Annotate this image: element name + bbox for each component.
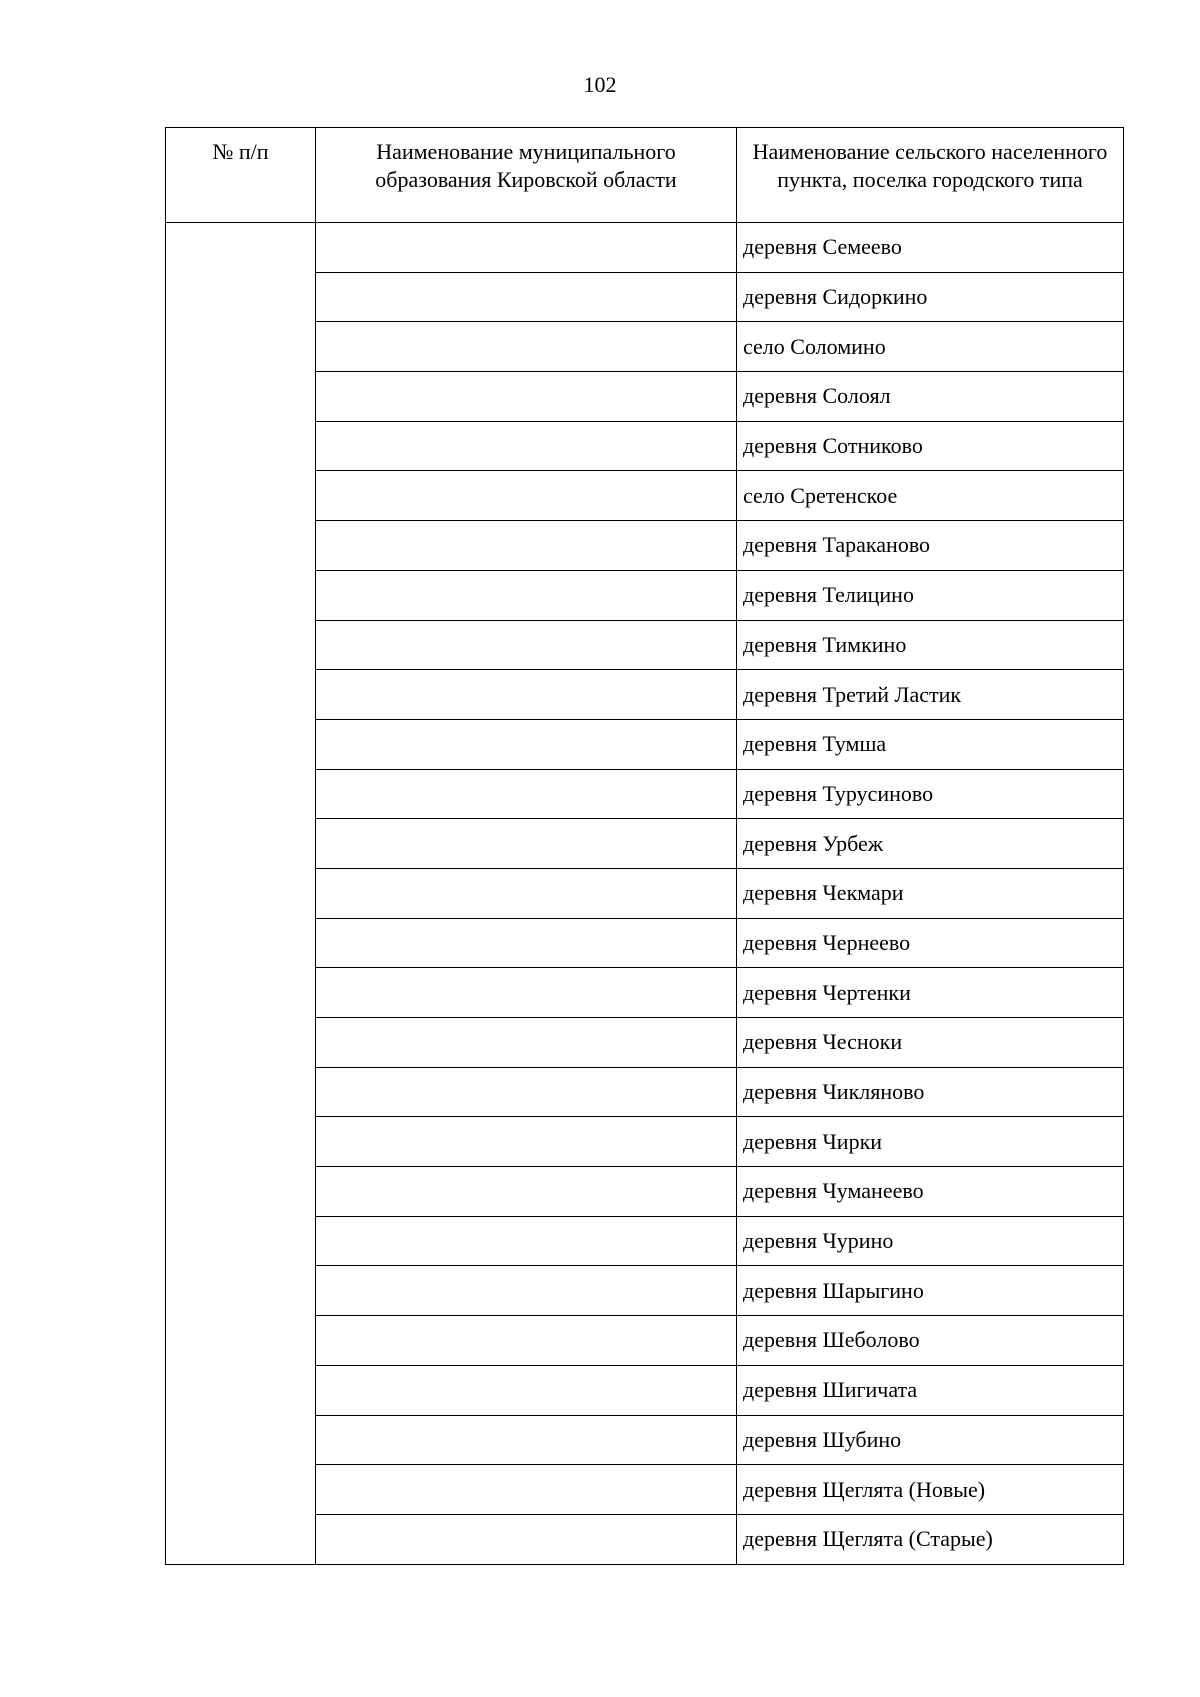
- settlement-cell: деревня Шигичата: [737, 1365, 1124, 1415]
- settlement-cell: село Соломино: [737, 322, 1124, 372]
- municipality-cell: [316, 421, 737, 471]
- settlement-cell: деревня Чесноки: [737, 1018, 1124, 1068]
- settlement-cell: деревня Щеглята (Новые): [737, 1465, 1124, 1515]
- municipality-cell: [316, 570, 737, 620]
- page-number: 102: [583, 72, 617, 97]
- settlement-cell: деревня Тимкино: [737, 620, 1124, 670]
- settlement-cell: село Сретенское: [737, 471, 1124, 521]
- municipality-cell: [316, 918, 737, 968]
- municipality-cell: [316, 372, 737, 422]
- municipality-cell: [316, 769, 737, 819]
- municipality-cell: [316, 1415, 737, 1465]
- municipality-cell: [316, 719, 737, 769]
- settlement-cell: деревня Солоял: [737, 372, 1124, 422]
- table-row: [166, 223, 1124, 273]
- settlements-table: [165, 127, 1124, 1565]
- settlement-cell: деревня Чернеево: [737, 918, 1124, 968]
- municipality-cell: [316, 968, 737, 1018]
- header-number: № п/п: [166, 128, 316, 223]
- settlement-cell: деревня Чертенки: [737, 968, 1124, 1018]
- settlement-cell: деревня Щеглята (Старые): [737, 1514, 1124, 1564]
- municipality-cell: [316, 1266, 737, 1316]
- municipality-cell: [316, 620, 737, 670]
- settlement-cell: деревня Чурино: [737, 1216, 1124, 1266]
- municipality-cell: [316, 819, 737, 869]
- municipality-cell: [316, 1465, 737, 1515]
- municipality-cell: [316, 670, 737, 720]
- municipality-cell: [316, 272, 737, 322]
- row-number-cell: [166, 223, 316, 1565]
- table-body: [166, 223, 1124, 1565]
- municipality-cell: [316, 1514, 737, 1564]
- settlement-cell: деревня Сотниково: [737, 421, 1124, 471]
- municipality-cell: [316, 1365, 737, 1415]
- header-settlement: Наименование сельского населенного пункта, поселка городского типа: [737, 128, 1124, 223]
- municipality-cell: [316, 868, 737, 918]
- municipality-cell: [316, 1018, 737, 1068]
- municipality-cell: [316, 1167, 737, 1217]
- settlement-cell: деревня Чуманеево: [737, 1167, 1124, 1217]
- settlement-cell: деревня Урбеж: [737, 819, 1124, 869]
- settlement-cell: деревня Шубино: [737, 1415, 1124, 1465]
- settlement-cell: деревня Чирки: [737, 1117, 1124, 1167]
- settlement-cell: деревня Чекмари: [737, 868, 1124, 918]
- municipality-cell: [316, 1316, 737, 1366]
- table-header-row: [166, 128, 1124, 223]
- municipality-cell: [316, 471, 737, 521]
- settlement-cell: деревня Чикляново: [737, 1067, 1124, 1117]
- municipality-cell: [316, 1117, 737, 1167]
- municipality-cell: [316, 322, 737, 372]
- settlement-cell: деревня Турусиново: [737, 769, 1124, 819]
- settlement-cell: деревня Третий Ластик: [737, 670, 1124, 720]
- settlement-cell: деревня Шеболово: [737, 1316, 1124, 1366]
- settlement-cell: деревня Тараканово: [737, 521, 1124, 571]
- settlement-cell: деревня Семеево: [737, 223, 1124, 273]
- municipality-cell: [316, 1067, 737, 1117]
- settlement-cell: деревня Шарыгино: [737, 1266, 1124, 1316]
- header-municipality: Наименование муниципального образования Кировской области: [316, 128, 737, 223]
- municipality-cell: [316, 223, 737, 273]
- municipality-cell: [316, 1216, 737, 1266]
- settlement-cell: деревня Телицино: [737, 570, 1124, 620]
- settlement-cell: деревня Тумша: [737, 719, 1124, 769]
- municipality-cell: [316, 521, 737, 571]
- settlement-cell: деревня Сидоркино: [737, 272, 1124, 322]
